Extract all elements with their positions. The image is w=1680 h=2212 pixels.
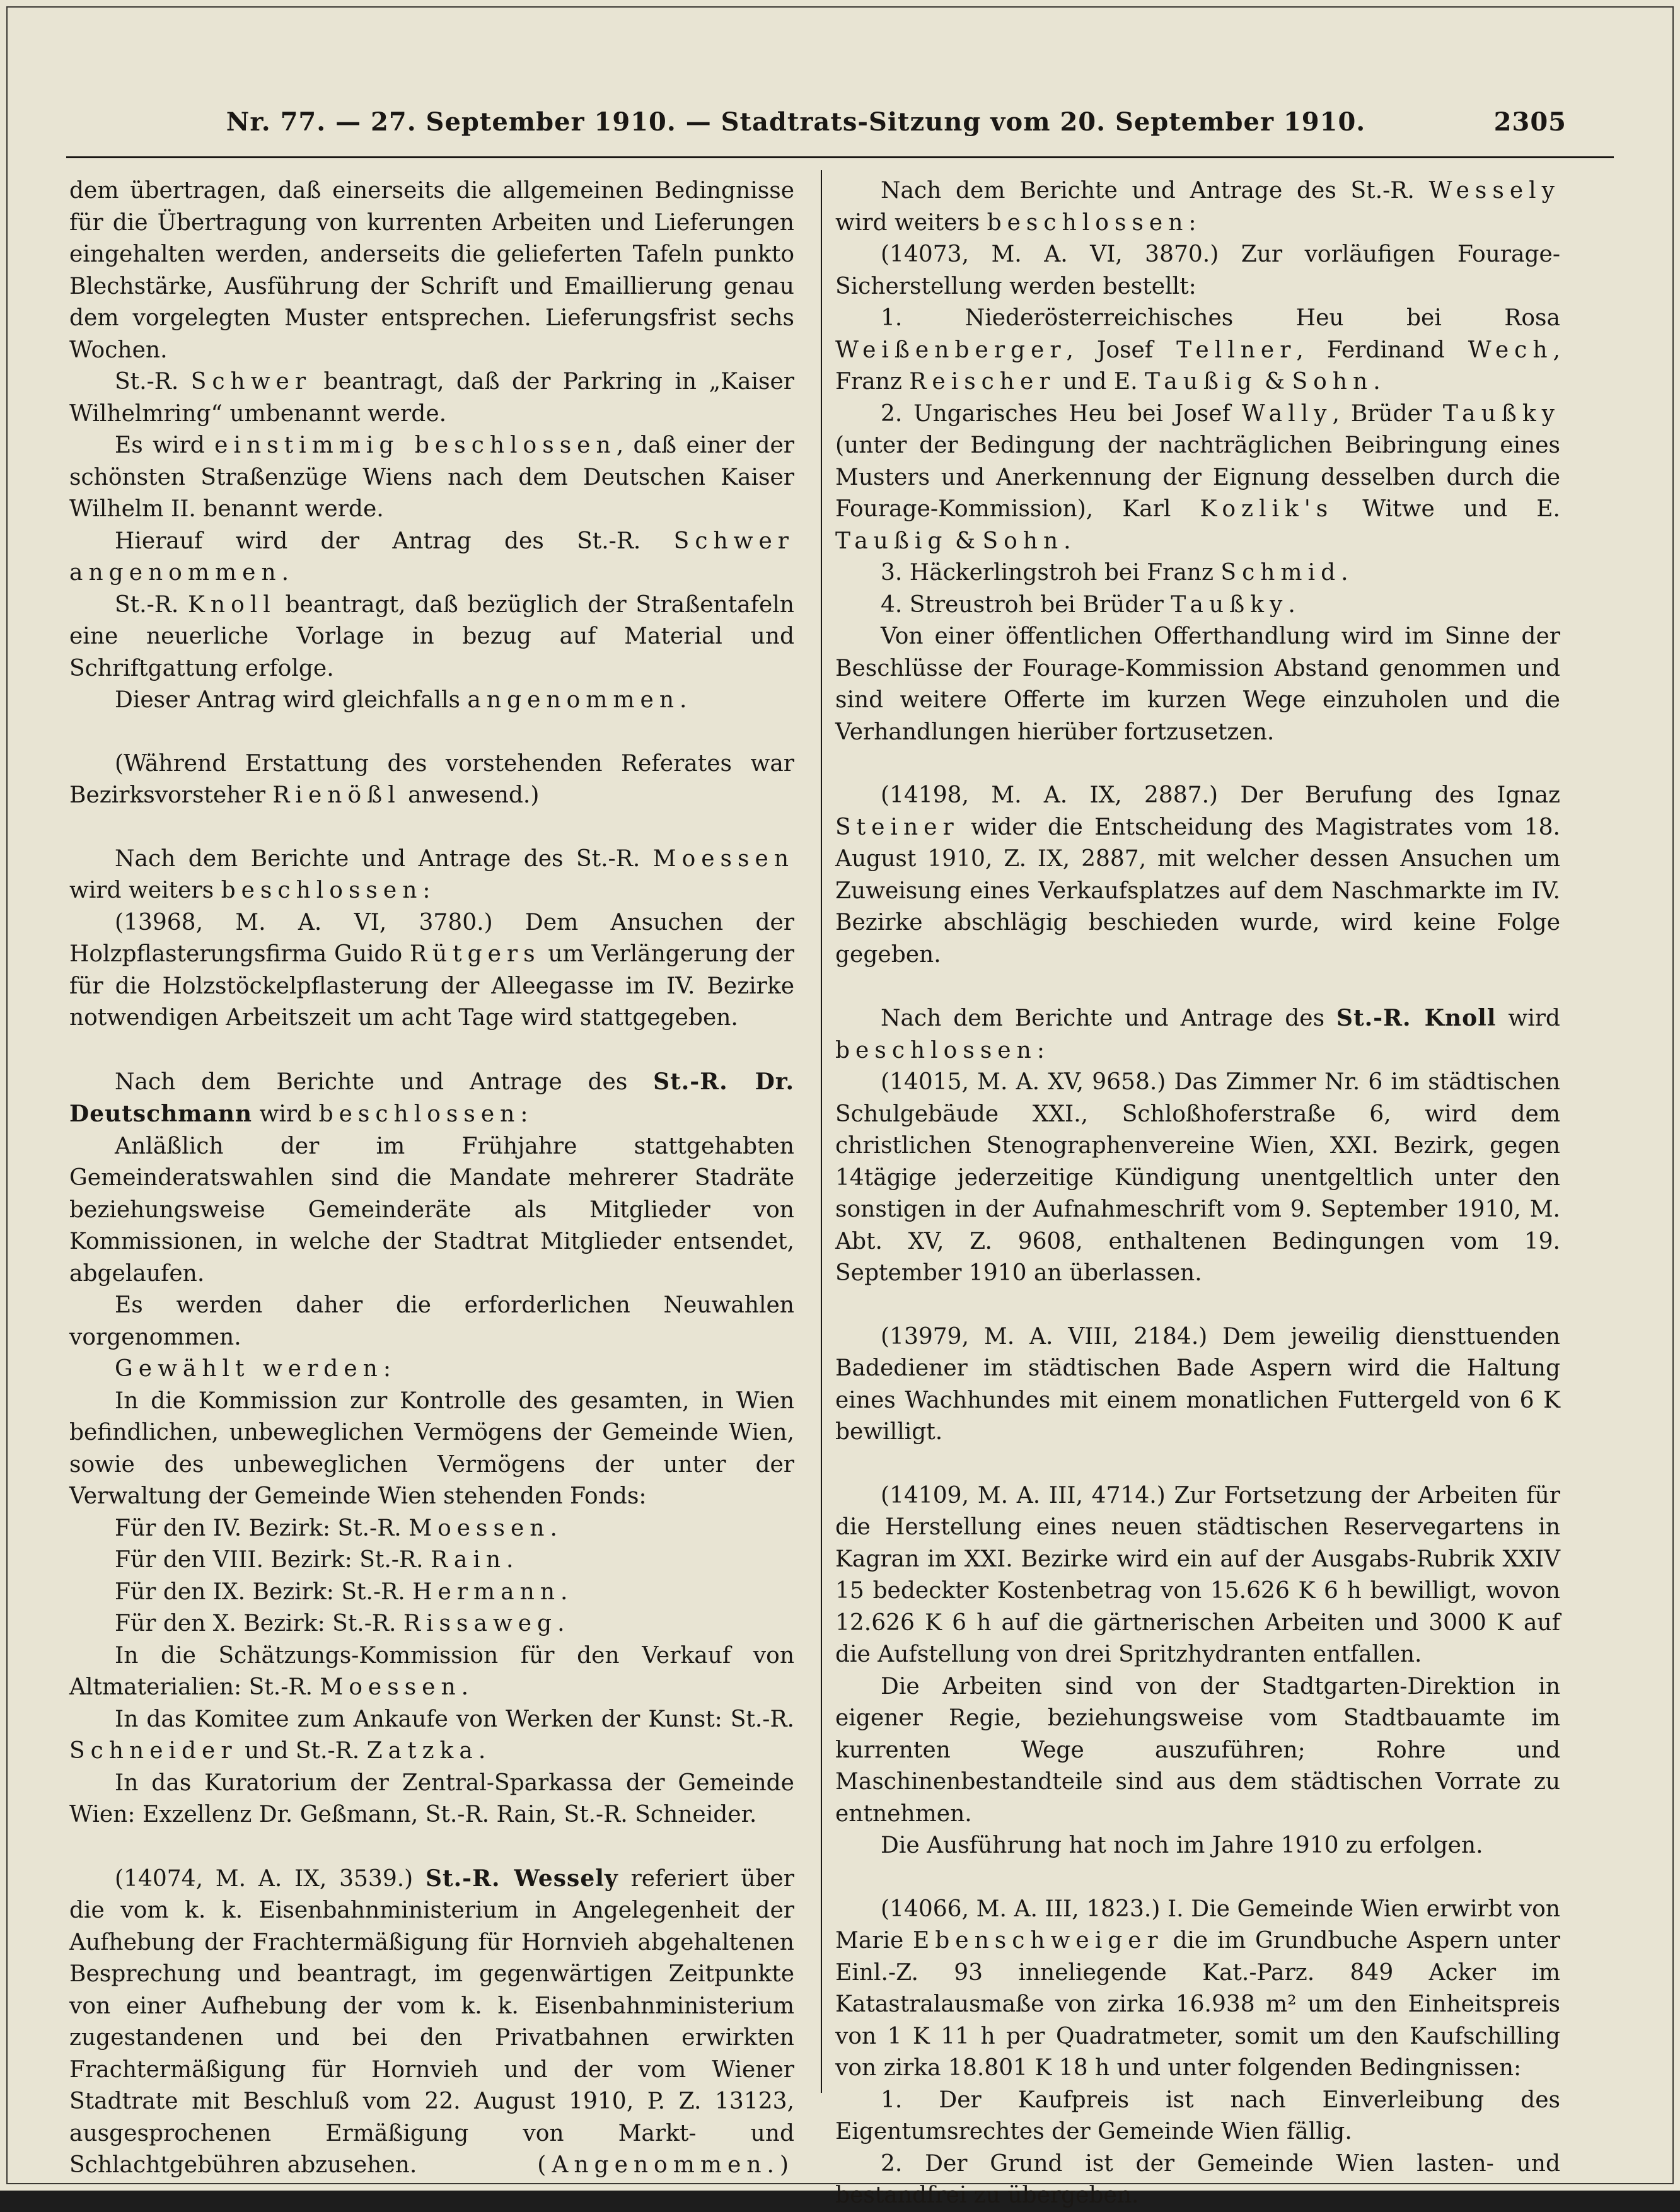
person-name: Schneider — [635, 1802, 750, 1827]
paragraph: Nach dem Berichte und Antrage des St.-R. Moessen wird weiters beschlossen: — [69, 845, 794, 903]
person-name: Weißenberger — [835, 337, 1067, 363]
paragraph: (14015, M. A. XV, 9658.) Das Zimmer Nr. 6 im städtischen Schulgebäude XXI., Schloßhoferstraße 6, wird dem christlichen Stenographenvereine Wien, XXI. Bezirk, gegen 14tägige jederzeitige Kündigung unentgeltlich unter den sonstigen in der Aufnahmeschrift vom 9. September 1910, M. Abt. XV, Z. 9608, enthaltenen Bedingungen vom 19. September 1910 an überlassen. — [835, 1069, 1560, 1286]
paragraph: Anläßlich der im Frühjahre stattgehabten Gemeinderatswahlen sind die Mandate mehrerer Stadräte beziehungsweise Gemeinderäte als Mitglieder von Kommissionen, in welche der Stadtrat Mitglieder entsendet, abgelaufen. — [69, 1133, 794, 1287]
paragraph: Die Ausführung hat noch im Jahre 1910 zu erfolgen. — [881, 1833, 1483, 1858]
person-name: Wessely — [1428, 178, 1560, 204]
person-name: Steiner — [835, 814, 959, 840]
paragraph: (Während Erstattung des vorstehenden Referates war Bezirksvorsteher Rienößl anwesend.) — [69, 750, 794, 808]
paragraph: (14066, M. A. III, 1823.) I. Die Gemeinde Wien erwirbt von Marie Ebenschweiger die im Grundbuche Aspern unter Einl.-Z. 93 inneliegende Kat.-Parz. 849 Acker im Katastralausmaße von zirka 16.938 m² um den Einheitspreis von 1 K 11 h per Quadratmeter, somit um den Kaufschilling von zirka 18.801 K 18 h und unter folgenden Bedingnissen: — [835, 1896, 1560, 2081]
person-name: Wech — [1468, 337, 1553, 363]
paragraph: dem übertragen, daß einerseits die allgemeinen Bedingnisse für die Übertragung von kurrenten Arbeiten und Lieferungen eingehalten werden, anderseits die gelieferten Tafeln punkto Blechstärke, Ausführung der Schrift und Emaillierung genau dem vorgelegten Muster entsprechen. Lieferungsfrist sechs Wochen. — [69, 178, 794, 363]
paragraph: (14198, M. A. IX, 2887.) Der Berufung des Ignaz Steiner wider die Entscheidung des Magistrates vom 18. August 1910, Z. IX, 2887, mit welcher dessen Ansuchen um Zuweisung eines Verkaufsplatzes auf dem Naschmarkte im IV. Bezirke abschlägig beschieden wurde, wird keine Folge gegeben. — [835, 782, 1560, 968]
spaced-emphasis: beschlossen — [221, 877, 423, 903]
person-name: Schwer — [190, 369, 312, 395]
spaced-emphasis: beschlossen — [835, 1037, 1037, 1063]
paragraph: Von einer öffentlichen Offerthandlung wird im Sinne der Beschlüsse der Fourage-Kommission Abstand genommen und sind weitere Offerte im kurzen Wege einzuholen und die Verhandlungen hierüber fortzusetzen. — [835, 623, 1560, 745]
person-name: Sohn — [982, 528, 1064, 554]
paragraph: In die Kommission zur Kontrolle des gesamten, in Wien befindlichen, unbeweglichen Vermögens der Gemeinde Wien, sowie des unbeweglichen Vermögens der unter der Verwaltung der Gemeinde Wien stehenden Fonds: — [69, 1387, 794, 1509]
spaced-emphasis: einstimmig beschlossen — [214, 432, 617, 458]
district-line: Für den IV. Bezirk: St.-R. Moessen. — [115, 1515, 557, 1541]
person-name: Moessen — [652, 845, 794, 872]
person-name: Taußky — [1171, 591, 1289, 618]
person-name: Rütgers — [409, 941, 541, 967]
paragraph: Hierauf wird der Antrag des St.-R. Schwer angenommen. — [69, 528, 794, 586]
person-name: Moessen — [320, 1674, 461, 1700]
paragraph: (13968, M. A. VI, 3780.) Dem Ansuchen der Holzpflasterungsfirma Guido Rütgers um Verlängerung der für die Holzstöckelpflasterung der Alleegasse im IV. Bezirke notwendigen Arbeitszeit um acht Tage wird stattgegeben. — [69, 909, 794, 1031]
header-rule — [66, 156, 1614, 158]
speaker-name: St.-R. Dr. Deutschmann — [69, 1068, 794, 1127]
person-name: Ebenschweiger — [912, 1928, 1164, 1954]
paragraph: Die Arbeiten sind von der Stadtgarten-Direktion in eigener Regie, beziehungsweise vom Stadtbauamte im kurrenten Wege auszuführen; Rohre und Maschinenbestandteile sind aus dem städtischen Vorrate zu entnehmen. — [835, 1673, 1560, 1827]
person-name: Tellner — [1176, 337, 1297, 363]
page-header — [113, 107, 1567, 145]
paragraph: In das Kuratorium der Zentral-Sparkassa der Gemeinde Wien: Exzellenz Dr. Geßmann, St.-R. Rain, St.-R. Schneider. — [69, 1769, 794, 1827]
paragraph: St.-R. Knoll beantragt, daß bezüglich der Straßentafeln eine neuerliche Vorlage in bezug auf Material und Schriftgattung erfolge. — [69, 591, 794, 681]
paragraph: 3. Häckerlingstroh bei Franz Schmid. — [881, 560, 1348, 586]
paragraph: Gewählt werden: — [115, 1356, 397, 1382]
speaker-name: St.-R. Wessely — [425, 1865, 618, 1892]
paragraph: Nach dem Berichte und Antrage des St.-R. Wessely wird weiters beschlossen: — [835, 178, 1560, 236]
paragraph: Nach dem Berichte und Antrage des St.-R. Knoll wird beschlossen: — [835, 1005, 1560, 1063]
spaced-emphasis: angenommen — [467, 687, 680, 713]
person-name: Rain — [430, 1547, 507, 1573]
paragraph: Nach dem Berichte und Antrage des St.-R. Dr. Deutschmann wird beschlossen: — [69, 1068, 794, 1127]
paragraph: 1. Niederösterreichisches Heu bei Rosa Weißenberger, Josef Tellner, Ferdinand Wech, Franz Reischer und E. Taußig & Sohn. — [835, 305, 1560, 395]
person-name: Schmid — [1220, 560, 1341, 586]
person-name: Kozlik's — [1200, 496, 1334, 522]
district-line: Für den X. Bezirk: St.-R. Rissaweg. — [115, 1611, 565, 1636]
paragraph: In das Komitee zum Ankaufe von Werken der Kunst: St.-R. Schneider und St.-R. Zatzka. — [69, 1706, 794, 1764]
paragraph: (14073, M. A. VI, 3870.) Zur vorläufigen Fourage-Sicherstellung werden bestellt: — [835, 241, 1560, 299]
person-name: Rienößl — [272, 782, 401, 808]
result-note: (Angenommen.) — [537, 2152, 794, 2178]
person-name: Wally — [1241, 400, 1333, 427]
paragraph: (13979, M. A. VIII, 2184.) Dem jeweilig diensttuenden Badediener im städtischen Bade Aspern wird die Haltung eines Wachhundes mit einem monatlichen Futtergeld von 6 K bewilligt. — [835, 1323, 1560, 1445]
district-line: Für den IX. Bezirk: St.-R. Hermann. — [115, 1578, 568, 1605]
paragraph: (14074, M. A. IX, 3539.) St.-R. Wessely referiert über die vom k. k. Eisenbahnministerium in Angelegenheit der Aufhebung der Frachtermäßigung für Hornvieh abgehaltenen Besprechung und beantragt, im gegenwärtigen Zeitpunkte von einer Aufhebung der vom k. k. Eisenbahnministerium zugestandenen und bei den Privatbahnen erwirkten Frachtermäßigung für Hornvieh und der vom Wiener Stadtrate mit Beschluß vom 22. August 1910, P. Z. 13123, ausgesprochenen Ermäßigung von Markt- und Schlachtgebühren abzusehen. (Angenommen.) — [69, 1863, 794, 2182]
person-name: Zatzka — [366, 1738, 478, 1764]
person-name: Taußky — [1442, 400, 1560, 427]
person-name: Sohn — [1292, 369, 1374, 395]
district-line: Für den VIII. Bezirk: St.-R. Rain. — [115, 1547, 514, 1573]
person-name: Rissaweg — [403, 1611, 558, 1636]
right-column — [835, 175, 1560, 2212]
person-name: Schwer — [673, 528, 794, 554]
header-title: Nr. 77. — 27. September 1910. — Stadtrats-Sitzung vom 20. September 1910. — [226, 107, 1366, 137]
paragraph: Es werden daher die erforderlichen Neuwahlen vorgenommen. — [69, 1292, 794, 1350]
column-divider — [821, 170, 822, 2093]
person-name: Geßmann — [299, 1802, 411, 1827]
person-name: Reischer — [909, 369, 1056, 395]
person-name: Hermann — [412, 1578, 561, 1605]
person-name: Moessen — [408, 1515, 550, 1541]
paragraph: Dieser Antrag wird gleichfalls angenommen. — [115, 687, 687, 713]
person-name: Taußig — [1145, 369, 1258, 395]
paragraph: 2. Ungarisches Heu bei Josef Wally, Brüder Taußky (unter der Bedingung der nachträglichen Beibringung eines Musters und Anerkennung der Eignung desselben durch die Fourage-Kommission), Karl Kozlik's Witwe und E. Taußig & Sohn. — [835, 400, 1561, 554]
person-name: Knoll — [188, 591, 276, 618]
page-number: 2305 — [1493, 107, 1567, 137]
spaced-emphasis: beschlossen — [987, 209, 1189, 236]
paragraph: Es wird einstimmig beschlossen, daß einer der schönsten Straßenzüge Wiens nach dem Deutschen Kaiser Wilhelm II. benannt werde. — [69, 432, 794, 522]
paragraph: St.-R. Schwer beantragt, daß der Parkring in „Kaiser Wilhelmring“ umbenannt werde. — [69, 369, 794, 427]
paragraph: 4. Streustroh bei Brüder Taußky. — [881, 591, 1295, 618]
paragraph: 1. Der Kaufpreis ist nach Einverleibung des Eigentumsrechtes der Gemeinde Wien fällig. — [835, 2087, 1560, 2145]
speaker-name: St.-R. Knoll — [1336, 1005, 1497, 1031]
spaced-emphasis: angenommen — [69, 560, 282, 586]
paragraph: In die Schätzungs-Kommission für den Verkauf von Altmaterialien: St.-R. Moessen. — [69, 1642, 794, 1700]
person-name: Taußig — [835, 528, 948, 554]
person-name: Schneider — [69, 1738, 238, 1764]
left-column — [69, 175, 794, 2182]
paragraph: 2. Der Grund ist der Gemeinde Wien lasten- und bestandfrei zu übergeben. — [835, 2150, 1560, 2208]
paragraph: (14109, M. A. III, 4714.) Zur Fortsetzung der Arbeiten für die Herstellung eines neuen städtischen Reservegartens in Kagran im XXI. Bezirke wird ein auf der Ausgabs-Rubrik XXIV 15 bedeckter Kostenbetrag von 15.626 K 6 h bewilligt, wovon 12.626 K 6 h auf die gärtnerischen Arbeiten und 3000 K auf die Aufstellung von drei Spritzhydranten entfallen. — [835, 1482, 1560, 1667]
person-name: Rain — [496, 1802, 550, 1827]
spaced-emphasis: beschlossen — [318, 1101, 521, 1127]
